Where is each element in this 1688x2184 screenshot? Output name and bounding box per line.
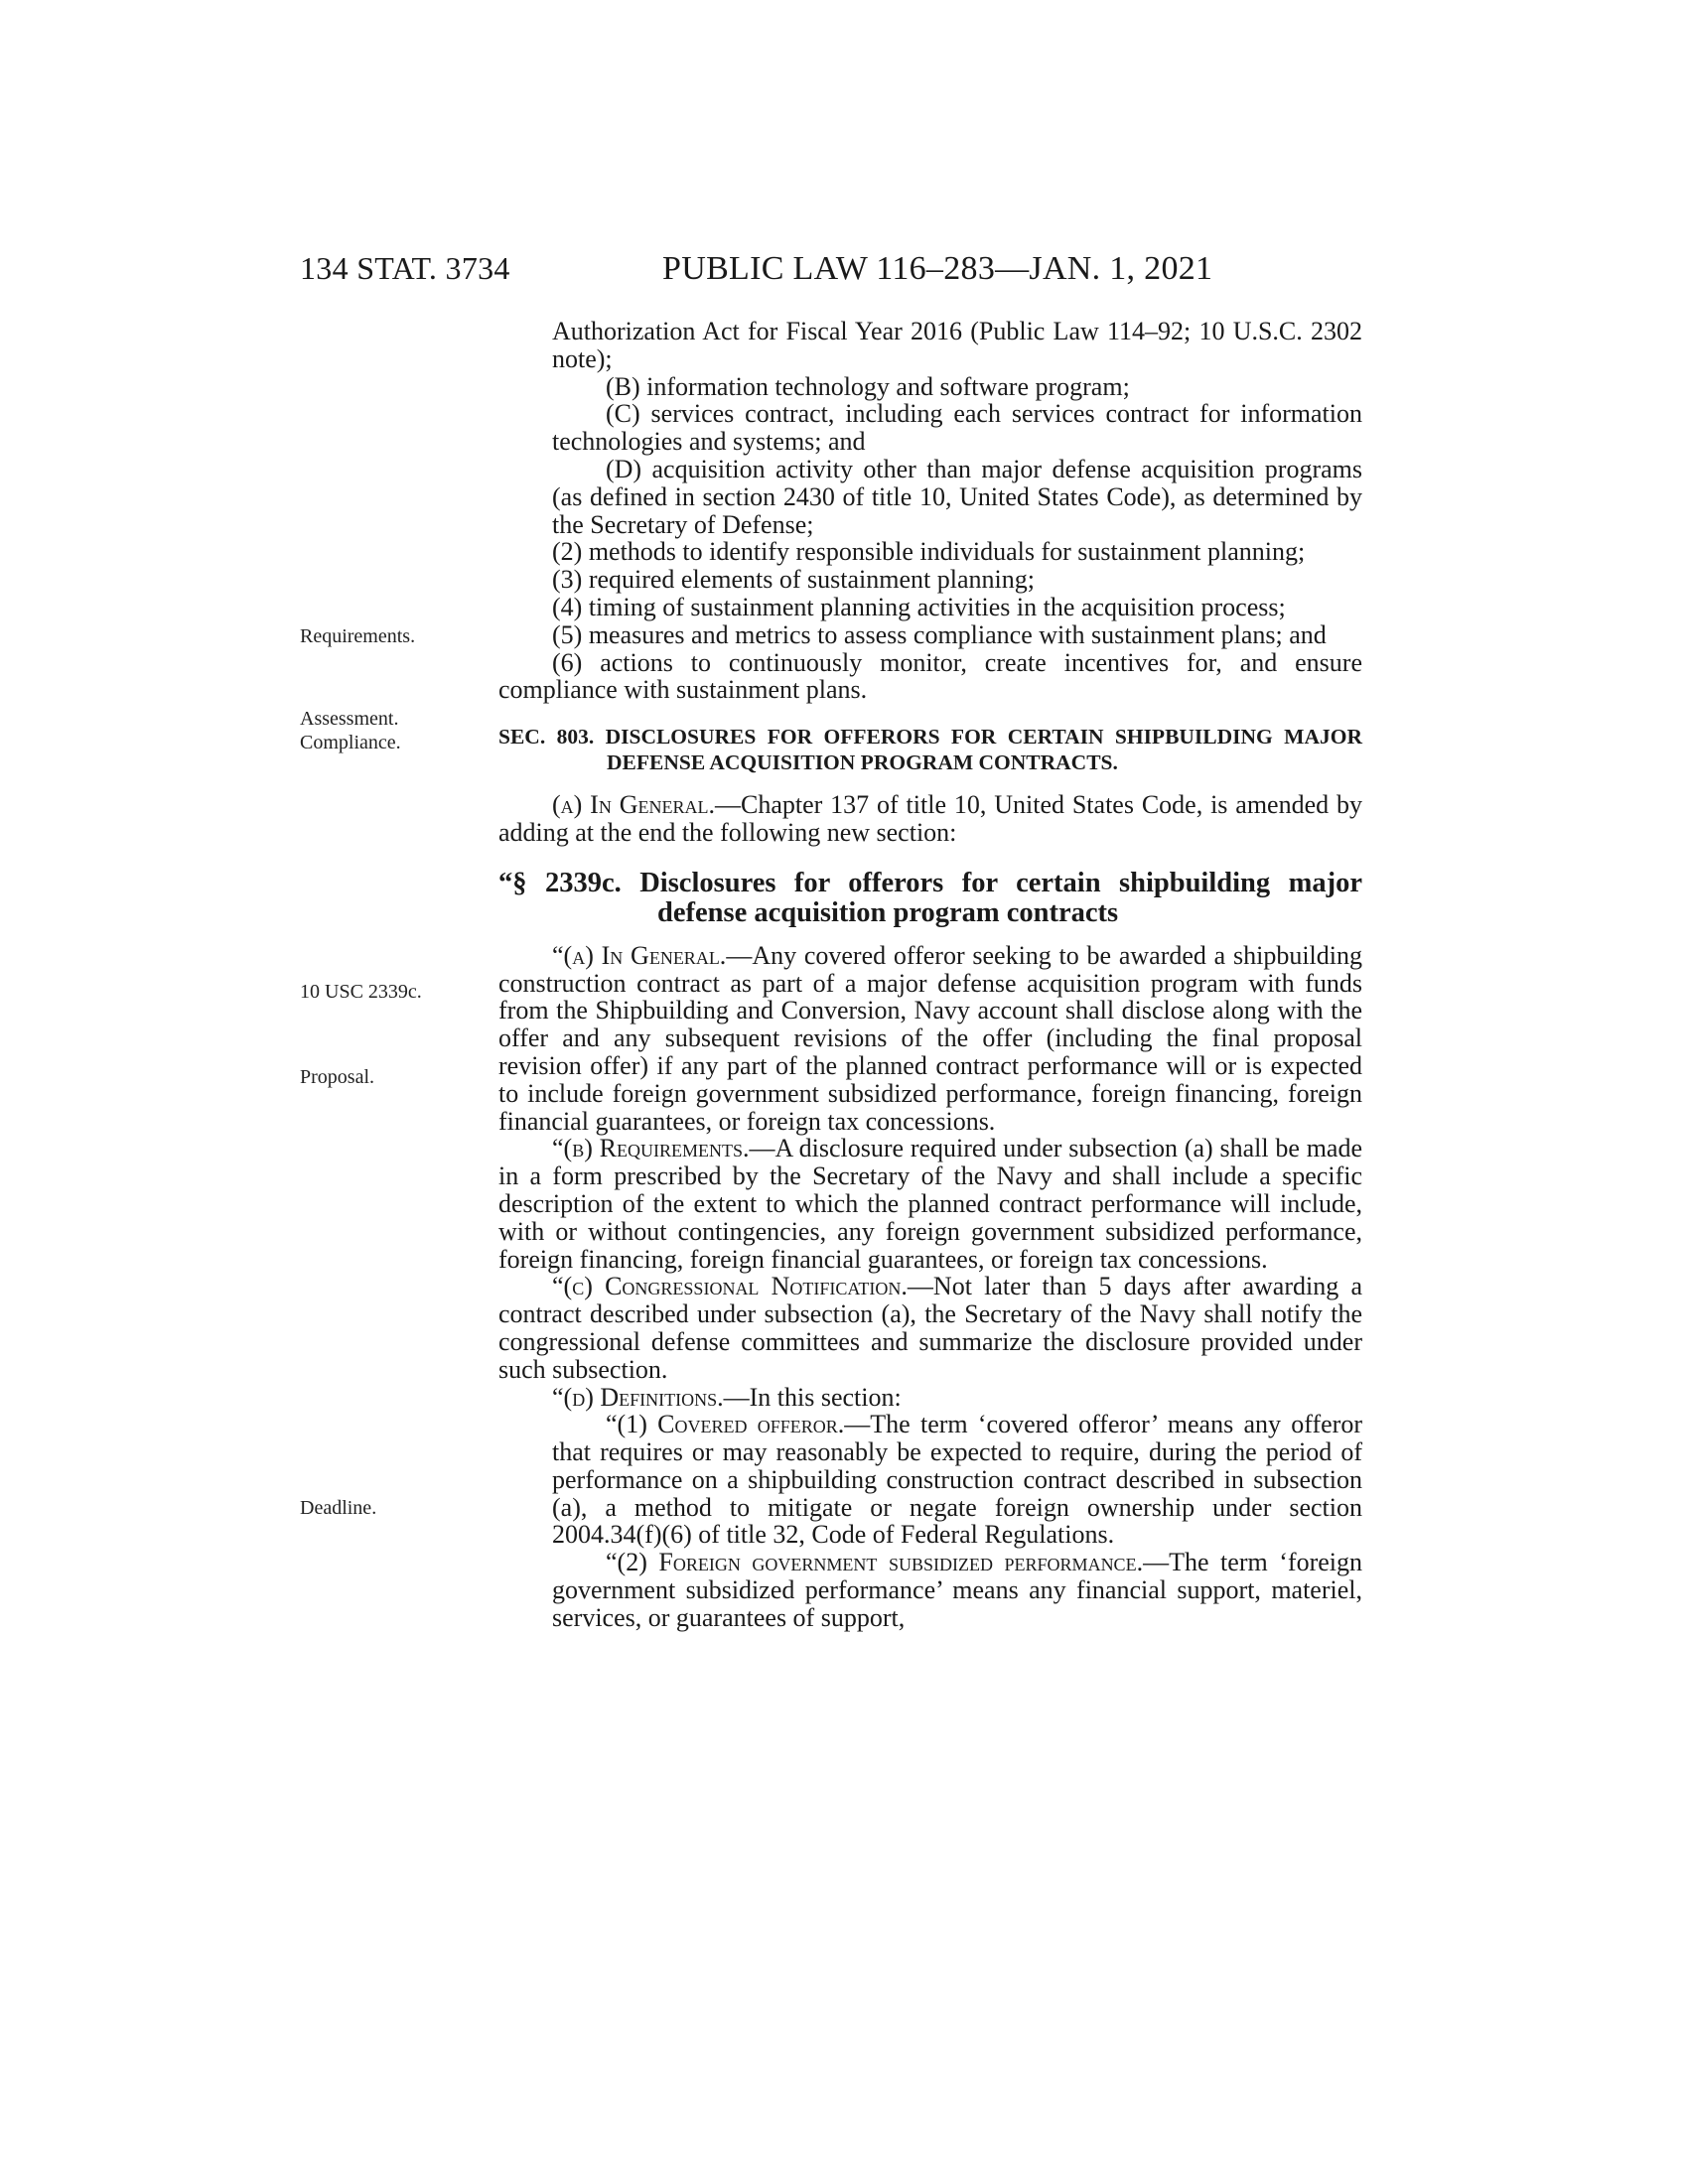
- subsection-c-text: —Not later than 5 days after awarding a contract described under subsection (a), the Secretary of the Navy shall notify the congressional defense committees and summarize the disclosure provided under such subsection.: [498, 1272, 1362, 1384]
- definition-2-label: “(2) Foreign government subsidized performance.: [606, 1548, 1144, 1577]
- subsection-c-label: “(c) Congressional Notification.: [552, 1272, 908, 1301]
- definition-1-text: —The term ‘covered offeror’ means any offeror that requires or may reasonably be expected to require, during the period of performance on a shipbuilding construction contract described in subsection (a), a method to mitigate or negate foreign ownership under section 2004.34(f)(6) of title 32, Code of Federal Regulations.: [552, 1410, 1362, 1550]
- paragraph-definition-2: [552, 1549, 1362, 1631]
- paragraph-item-5: (5) measures and metrics to assess compliance with sustainment plans; and: [552, 619, 1327, 649]
- subsection-b-text: —A disclosure required under subsection (a) shall be made in a form prescribed by the Secretary of the Navy and shall include a specific description of the extent to which the planned contract performance will include, with or without contingencies, any foreign government subsidized performance, foreign financing, foreign financial guarantees, or foreign tax concessions.: [498, 1134, 1362, 1274]
- subsection-b-label: “(b) Requirements.: [552, 1134, 750, 1163]
- subsection-d-text: —In this section:: [723, 1382, 902, 1412]
- in-general-label: (a) In General.: [552, 790, 715, 820]
- paragraph-subsection-a: [498, 942, 1362, 1136]
- paragraph-continuation: Authorization Act for Fiscal Year 2016 (Public Law 114–92; 10 U.S.C. 2302 note);: [552, 317, 1362, 373]
- margin-note-proposal: Proposal.: [300, 1066, 374, 1088]
- subsection-d-label: “(d) Definitions.: [552, 1382, 724, 1412]
- paragraph-item-c: (C) services contract, including each services contract for information technologies and systems; and: [552, 399, 1362, 457]
- section-heading: SEC. 803. DISCLOSURES FOR OFFERORS FOR CERTAIN SHIPBUILDING MAJOR DEFENSE ACQUISITION PROGRAM CONTRACTS.: [498, 725, 1362, 775]
- in-general-text: —Chapter 137 of title 10, United States Code, is amended by adding at the end the following new section:: [498, 790, 1362, 847]
- paragraph-item-4: (4) timing of sustainment planning activities in the acquisition process;: [552, 592, 1286, 621]
- margin-note-compliance: Compliance.: [300, 732, 401, 753]
- paragraph-subsection-d: [498, 1384, 1362, 1412]
- definition-2-text: —The term ‘foreign government subsidized performance’ means any financial support, materiel, services, or guarantees of support,: [552, 1548, 1362, 1632]
- margin-note-requirements: Requirements.: [300, 625, 416, 647]
- paragraph-item-6: (6) actions to continuously monitor, create incentives for, and ensure compliance with sustainment plans.: [498, 647, 1362, 705]
- margin-note-assessment: Assessment.: [300, 708, 399, 730]
- paragraph-item-2: (2) methods to identify responsible individuals for sustainment planning;: [552, 537, 1306, 567]
- document-body: [498, 318, 1362, 1632]
- margin-note-deadline: Deadline.: [300, 1497, 377, 1519]
- paragraph-subsection-b: [498, 1135, 1362, 1273]
- subsection-a-label: “(a) In General.: [552, 940, 727, 970]
- paragraph-item-3: (3) required elements of sustainment planning;: [552, 565, 1035, 595]
- definition-1-label: “(1) Covered offeror.: [606, 1410, 845, 1439]
- subsection-heading: “§ 2339c. Disclosures for offerors for certain shipbuilding major defense acquisition program contracts: [498, 867, 1362, 928]
- subsection-a-text: —Any covered offeror seeking to be awarded a shipbuilding construction contract as part of a major defense acquisition program with funds from the Shipbuilding and Conversion, Navy account shall disclose along with the offer and any subsequent revisions of the offer (including the final proposal revision offer) if any part of the planned contract performance will or is expected to include foreign government subsidized performance, foreign financing, foreign financial guarantees, or foreign tax concessions.: [498, 940, 1362, 1136]
- paragraph-item-b: (B) information technology and software program;: [606, 371, 1130, 401]
- stat-page-reference: 134 STAT. 3734: [300, 250, 510, 286]
- paragraph-in-general: [498, 791, 1362, 847]
- paragraph-subsection-c: [498, 1273, 1362, 1383]
- paragraph-definition-1: [552, 1411, 1362, 1549]
- paragraph-item-d: (D) acquisition activity other than major defense acquisition programs (as defined in section 2430 of title 10, United States Code), as determined by the Secretary of Defense;: [552, 454, 1362, 539]
- running-header-title: PUBLIC LAW 116–283—JAN. 1, 2021: [662, 250, 1213, 287]
- margin-note-usc: 10 USC 2339c.: [300, 981, 422, 1003]
